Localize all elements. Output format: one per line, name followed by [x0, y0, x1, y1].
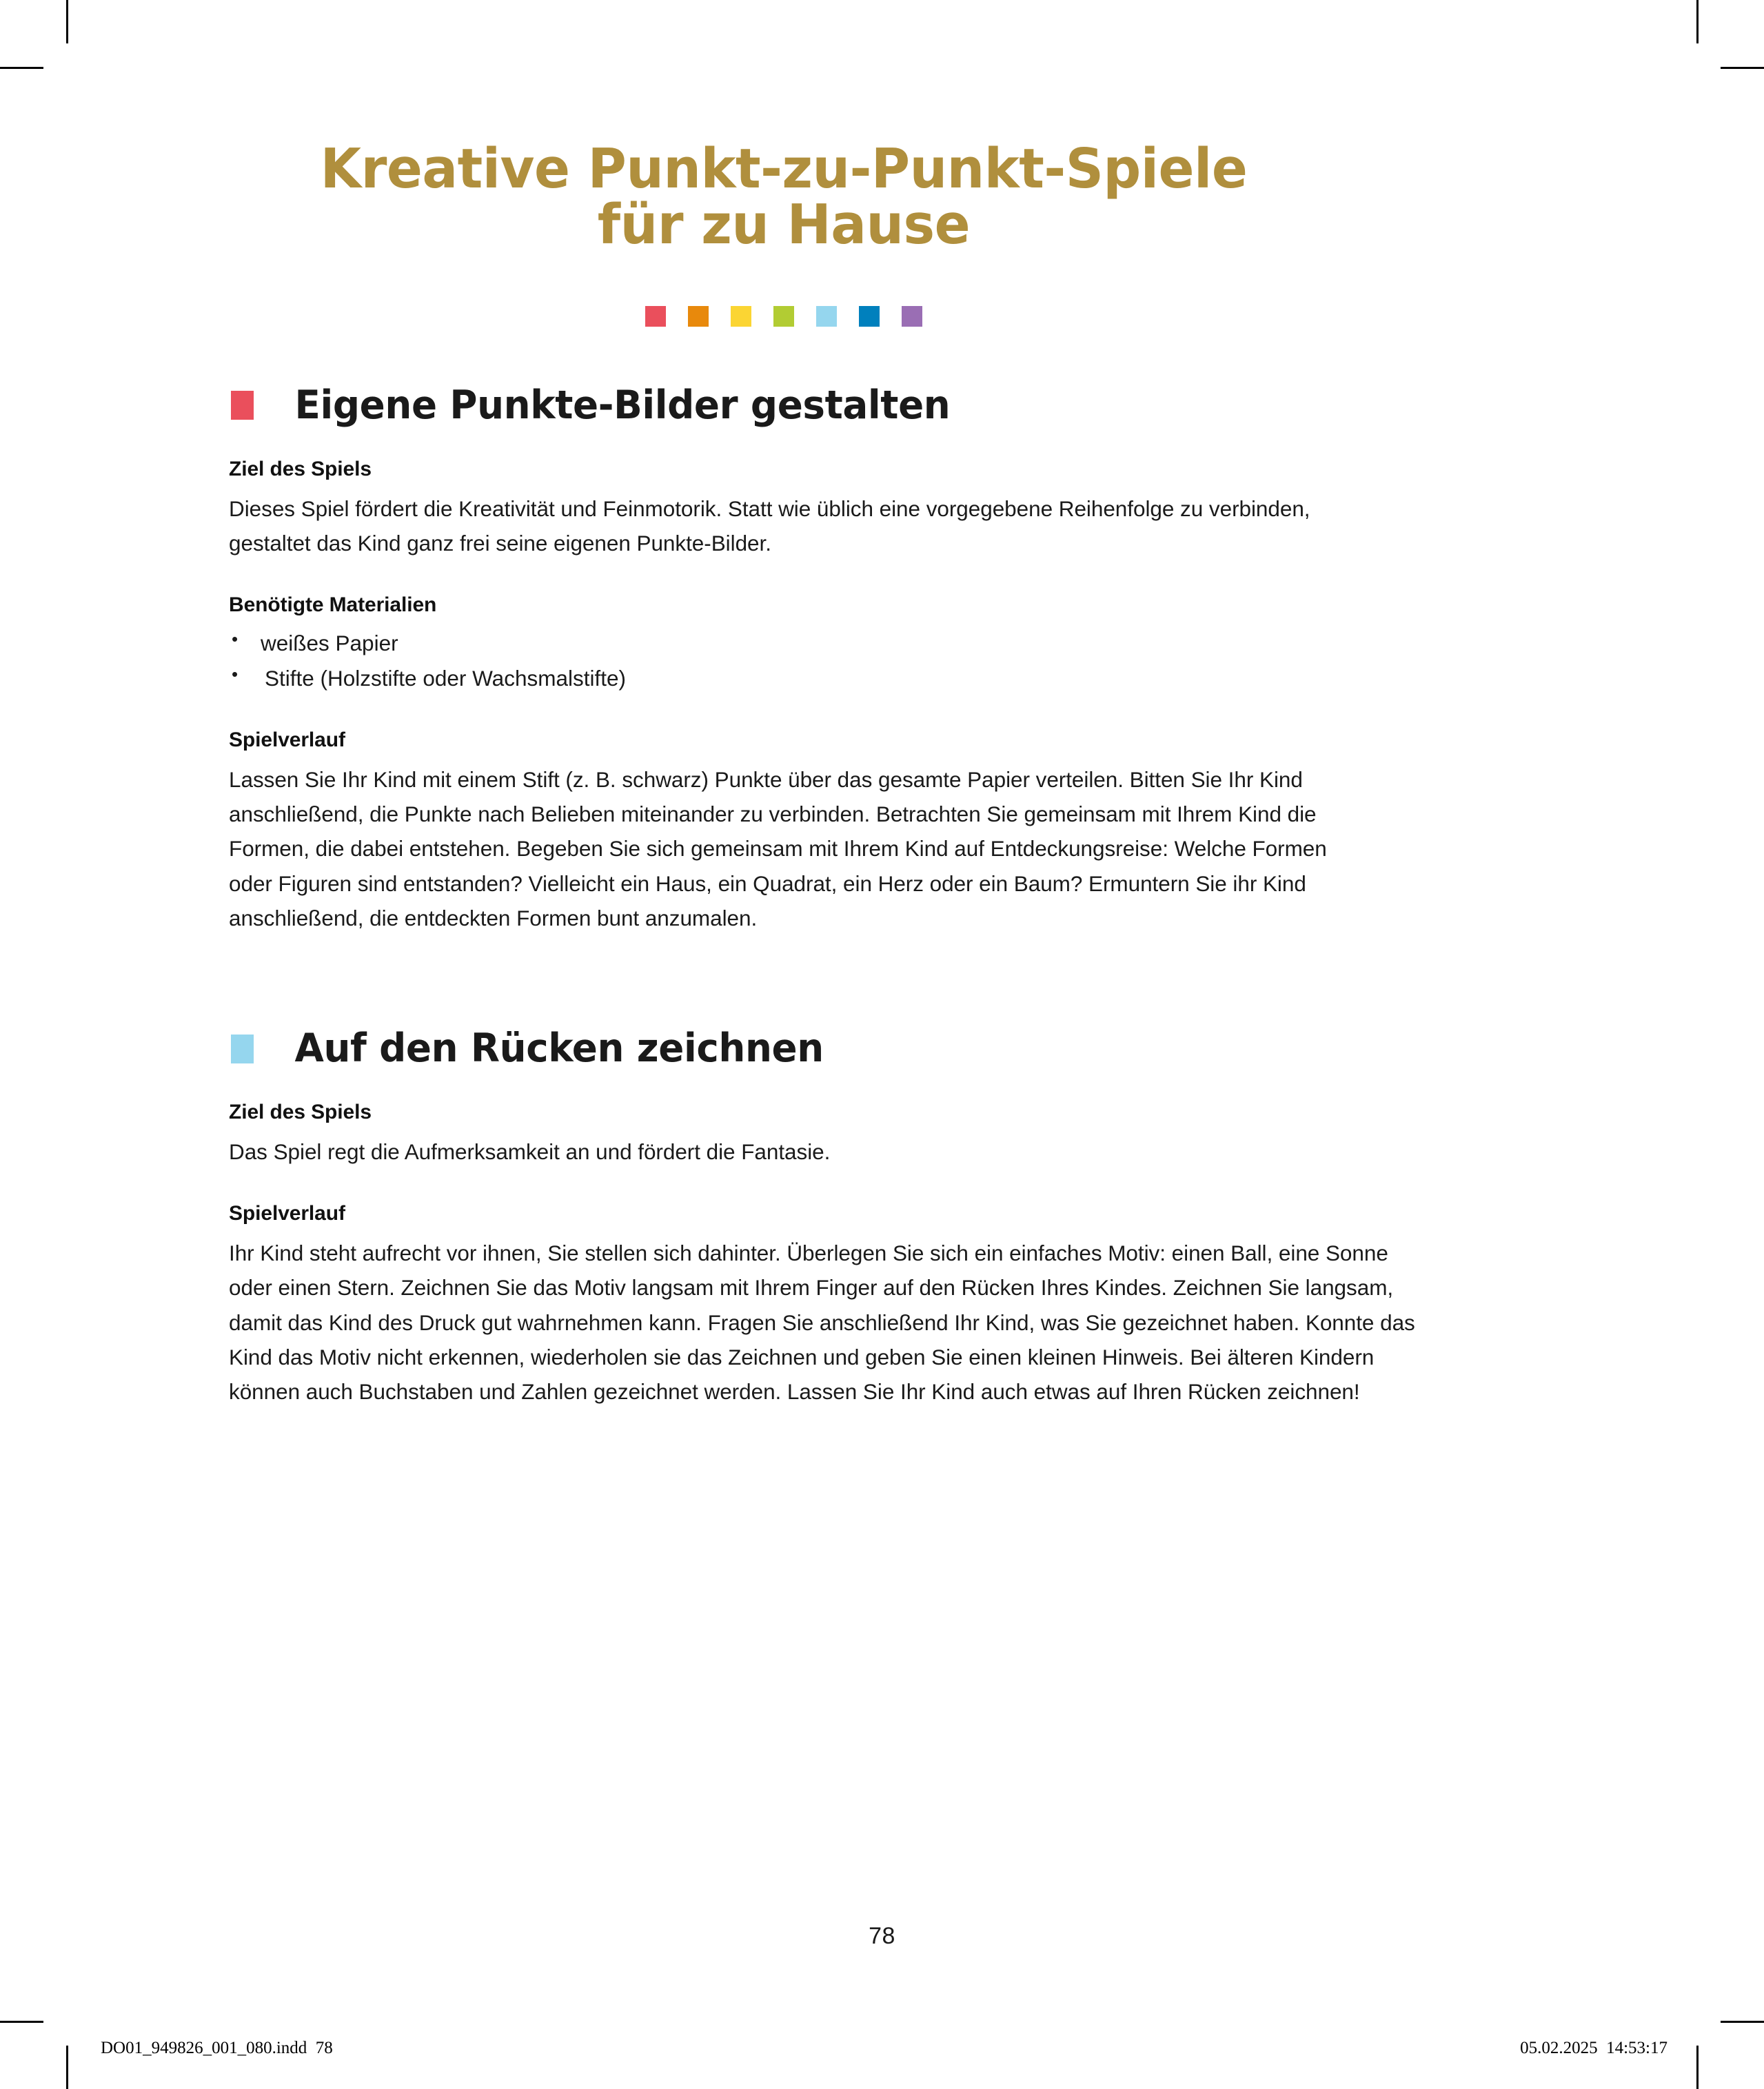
goal-paragraph: Das Spiel regt die Aufmerksamkeit an und fördert die Fantasie. [229, 1139, 831, 1165]
swatch-yellow [731, 306, 751, 327]
subheading-course: Spielverlauf [229, 1201, 345, 1225]
section-heading-row [229, 382, 1539, 428]
course-paragraph: Ihr Kind steht aufrecht vor ihnen, Sie stellen sich dahinter. Überlegen Sie sich ein einfaches Motiv: einen Ball, eine Sonne oder einen Stern. Zeichnen Sie das Motiv langsam mit Ihrem Finger auf den Rücken Ihres Kindes. Zeichnen Sie langsam, damit das Kind des Druck gut wahrnehmen kann. Fragen Sie anschließend Ihr Kind, was Sie gezeichnet haben. Konnte das Kind das Motiv nicht erkennen, wiederholen sie das Zeichnen und geben Sie einen kleinen Hinweis. Bei älteren Kindern können auch Buchstaben und Zahlen gezeichnet werden. Lassen Sie Ihr Kind auch etwas auf Ihren Rücken zeichnen! [229, 1240, 1415, 1405]
section-title: Eigene Punkte-Bilder gestalten [294, 382, 951, 428]
page-title-line-2: für zu Hause [597, 193, 971, 257]
footer-file-slug: DO01_949826_001_080.indd 78 [101, 2039, 333, 2057]
section-title: Auf den Rücken zeichnen [294, 1026, 824, 1072]
page-number: 78 [869, 1923, 895, 1949]
subheading-materials: Benötigte Materialien [229, 593, 437, 616]
materials-list [229, 618, 1539, 696]
swatch-blue [859, 306, 880, 327]
list-item: • Stifte (Holzstifte oder Wachsmalstifte) [229, 661, 1539, 696]
list-item: • weißes Papier [229, 626, 1539, 661]
swatch-lime [773, 306, 794, 327]
crop-mark-top-left-vertical [66, 0, 68, 43]
crop-mark-bottom-left-vertical [66, 2046, 68, 2089]
crop-mark-bottom-right-horizontal [1721, 2021, 1764, 2023]
section-marker-square-icon [231, 391, 254, 420]
footer-timestamp: 05.02.2025 14:53:17 [1520, 2039, 1667, 2057]
game-section-auf-den-ruecken-zeichnen [229, 935, 1539, 1409]
crop-mark-top-left-horizontal [0, 67, 43, 69]
color-swatch-divider [229, 306, 1339, 327]
page-title [245, 0, 1322, 257]
swatch-purple [902, 306, 922, 327]
subheading-course: Spielverlauf [229, 728, 345, 751]
swatch-red [645, 306, 666, 327]
course-paragraph: Lassen Sie Ihr Kind mit einem Stift (z. B. schwarz) Punkte über das gesamte Papier verteilen. Bitten Sie Ihr Kind anschließend, die Punkte nach Belieben miteinander zu verbinden. Betrachten Sie gemeinsam mit Ihrem Kind die Formen, die dabei entstehen. Begeben Sie sich gemeinsam mit Ihrem Kind auf Entdeckungsreise: Welche Formen oder Figuren sind entstanden? Vielleicht ein Haus, ein Quadrat, ein Herz oder ein Baum? Ermuntern Sie ihr Kind anschließend, die entdeckten Formen bunt anzumalen. [229, 766, 1327, 931]
section-heading-row [229, 1026, 1539, 1072]
swatch-light-blue [816, 306, 837, 327]
swatch-orange [688, 306, 709, 327]
crop-mark-bottom-left-horizontal [0, 2021, 43, 2023]
section-marker-square-icon [231, 1035, 254, 1063]
game-section-eigene-punkte-bilder [229, 327, 1539, 936]
crop-mark-bottom-right-vertical [1696, 2046, 1699, 2089]
subheading-goal: Ziel des Spiels [229, 1101, 372, 1124]
crop-mark-top-right-vertical [1696, 0, 1699, 43]
page-title-line-1: Kreative Punkt-zu-Punkt-Spiele [320, 137, 1248, 201]
page-content [229, 0, 1539, 1409]
goal-paragraph: Dieses Spiel fördert die Kreativität und Feinmotorik. Statt wie üblich eine vorgegebene Reihenfolge zu verbinden, gestaltet das Kind ganz frei seine eigenen Punkte-Bilder. [229, 496, 1310, 556]
subheading-goal: Ziel des Spiels [229, 457, 372, 480]
crop-mark-top-right-horizontal [1721, 67, 1764, 69]
